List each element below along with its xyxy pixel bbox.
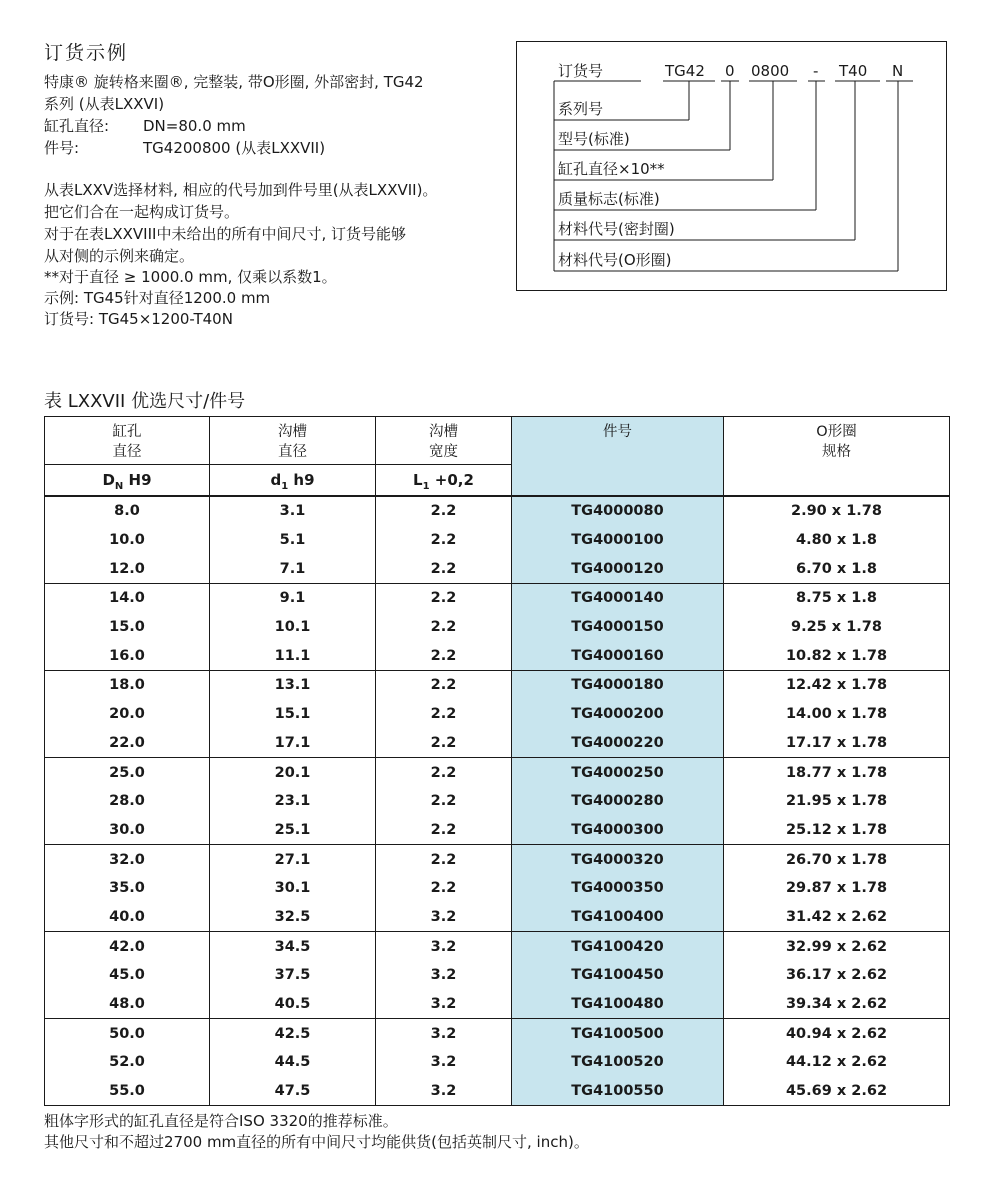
cell-oring-size: 17.17 x 1.78 (724, 729, 950, 758)
cell-groove-width: 2.2 (376, 584, 512, 613)
cell-groove-width: 2.2 (376, 641, 512, 670)
header-part-number: 件号 (512, 417, 724, 497)
order-code-label-type: 型号(标准) (558, 130, 630, 148)
cell-bore: 52.0 (45, 1048, 210, 1077)
cell-groove-diameter: 3.1 (210, 496, 376, 526)
table-row (45, 758, 950, 787)
cell-groove-width: 2.2 (376, 671, 512, 700)
cell-oring-size: 8.75 x 1.8 (724, 584, 950, 613)
cell-bore: 35.0 (45, 874, 210, 903)
cell-bore: 8.0 (45, 496, 210, 526)
cell-bore: 20.0 (45, 700, 210, 729)
cell-part-number: TG4000180 (512, 671, 724, 700)
cell-bore: 30.0 (45, 816, 210, 845)
cell-part-number: TG4000150 (512, 613, 724, 642)
cell-groove-width: 3.2 (376, 1019, 512, 1048)
cell-groove-width: 2.2 (376, 787, 512, 816)
cell-bore: 25.0 (45, 758, 210, 787)
header-oring-size: O形圈 规格 (724, 417, 950, 497)
cell-part-number: TG4000200 (512, 700, 724, 729)
cell-groove-diameter: 20.1 (210, 758, 376, 787)
cell-part-number: TG4100500 (512, 1019, 724, 1048)
cell-oring-size: 21.95 x 1.78 (724, 787, 950, 816)
bore-diameter-label: 缸孔直径: (44, 117, 110, 135)
table-row (45, 816, 950, 845)
cell-part-number: TG4000280 (512, 787, 724, 816)
table-row (45, 903, 950, 932)
part-number-line (44, 138, 325, 158)
cell-groove-diameter: 44.5 (210, 1048, 376, 1077)
order-code-label-oring-material: 材料代号(O形圈) (558, 251, 672, 269)
order-code-label-series: 系列号 (558, 100, 604, 118)
cell-part-number: TG4100400 (512, 903, 724, 932)
cell-groove-width: 2.2 (376, 613, 512, 642)
table-row (45, 613, 950, 642)
cell-bore: 16.0 (45, 641, 210, 670)
cell-bore: 22.0 (45, 729, 210, 758)
cell-groove-diameter: 10.1 (210, 613, 376, 642)
cell-groove-diameter: 32.5 (210, 903, 376, 932)
cell-part-number: TG4000140 (512, 584, 724, 613)
cell-bore: 14.0 (45, 584, 210, 613)
order-code-label-bore: 缸孔直径×10** (558, 160, 665, 178)
part-number-label: 件号: (44, 139, 80, 157)
part-number-value: TG4200800 (从表LXXVII) (143, 139, 326, 157)
cell-groove-diameter: 30.1 (210, 874, 376, 903)
example-para7: 订货号: TG45×1200-T40N (44, 310, 233, 328)
cell-part-number: TG4100450 (512, 961, 724, 990)
table-row (45, 990, 950, 1019)
cell-part-number: TG4000220 (512, 729, 724, 758)
cell-oring-size: 9.25 x 1.78 (724, 613, 950, 642)
cell-groove-width: 3.2 (376, 903, 512, 932)
cell-groove-diameter: 11.1 (210, 641, 376, 670)
cell-oring-size: 39.34 x 2.62 (724, 990, 950, 1019)
table-title: 表 LXXVII 优选尺寸/件号 (44, 391, 246, 412)
cell-groove-diameter: 13.1 (210, 671, 376, 700)
order-code-series: TG42 (665, 62, 705, 80)
table-body (45, 496, 950, 1106)
cell-part-number: TG4100520 (512, 1048, 724, 1077)
cell-bore: 18.0 (45, 671, 210, 700)
cell-groove-diameter: 40.5 (210, 990, 376, 1019)
cell-groove-width: 2.2 (376, 758, 512, 787)
cell-oring-size: 45.69 x 2.62 (724, 1077, 950, 1106)
cell-oring-size: 36.17 x 2.62 (724, 961, 950, 990)
order-code-label-quality: 质量标志(标准) (558, 190, 660, 208)
table-row (45, 961, 950, 990)
cell-groove-width: 3.2 (376, 1077, 512, 1106)
cell-groove-diameter: 25.1 (210, 816, 376, 845)
table-row (45, 874, 950, 903)
cell-bore: 10.0 (45, 526, 210, 555)
order-code-diagram (516, 41, 947, 291)
cell-oring-size: 31.42 x 2.62 (724, 903, 950, 932)
cell-groove-diameter: 5.1 (210, 526, 376, 555)
cell-groove-diameter: 42.5 (210, 1019, 376, 1048)
preferred-sizes-table (44, 416, 950, 1106)
cell-groove-width: 3.2 (376, 961, 512, 990)
cell-bore: 50.0 (45, 1019, 210, 1048)
cell-bore: 32.0 (45, 845, 210, 874)
cell-bore: 48.0 (45, 990, 210, 1019)
cell-oring-size: 40.94 x 2.62 (724, 1019, 950, 1048)
example-para4: 从对侧的示例来确定。 (44, 247, 195, 265)
example-line2: 系列 (从表LXXVI) (44, 95, 165, 113)
cell-groove-diameter: 7.1 (210, 554, 376, 583)
cell-groove-width: 3.2 (376, 932, 512, 961)
table-header-row (45, 417, 950, 465)
header-groove-width-symbol: $L_1 +0,2$ (376, 465, 512, 497)
table-row (45, 584, 950, 613)
cell-groove-width: 2.2 (376, 700, 512, 729)
cell-bore: 40.0 (45, 903, 210, 932)
cell-part-number: TG4100420 (512, 932, 724, 961)
bore-diameter-value: DN=80.0 mm (143, 117, 246, 135)
header-groove-diameter: 沟槽 直径 (210, 417, 376, 465)
cell-oring-size: 26.70 x 1.78 (724, 845, 950, 874)
cell-groove-diameter: 15.1 (210, 700, 376, 729)
table-row (45, 729, 950, 758)
order-code-label-seal-material: 材料代号(密封圈) (558, 220, 675, 238)
header-bore-symbol: $D_N$ H9 (45, 465, 210, 497)
example-para6: 示例: TG45针对直径1200.0 mm (44, 289, 271, 307)
cell-oring-size: 10.82 x 1.78 (724, 641, 950, 670)
cell-groove-diameter: 27.1 (210, 845, 376, 874)
example-title: 订货示例 (44, 42, 129, 64)
table-row (45, 1077, 950, 1106)
cell-part-number: TG4000160 (512, 641, 724, 670)
cell-groove-width: 2.2 (376, 496, 512, 526)
order-code-oring: N (892, 62, 904, 80)
cell-oring-size: 25.12 x 1.78 (724, 816, 950, 845)
cell-groove-width: 2.2 (376, 554, 512, 583)
example-para2: 把它们合在一起构成订货号。 (44, 203, 240, 221)
table-row (45, 700, 950, 729)
cell-part-number: TG4000100 (512, 526, 724, 555)
table-row (45, 1048, 950, 1077)
cell-bore: 45.0 (45, 961, 210, 990)
cell-oring-size: 32.99 x 2.62 (724, 932, 950, 961)
cell-part-number: TG4000250 (512, 758, 724, 787)
example-para3: 对于在表LXXVIII中未给出的所有中间尺寸, 订货号能够 (44, 225, 406, 243)
cell-oring-size: 14.00 x 1.78 (724, 700, 950, 729)
header-groove-width: 沟槽 宽度 (376, 417, 512, 465)
cell-oring-size: 4.80 x 1.8 (724, 526, 950, 555)
cell-part-number: TG4000300 (512, 816, 724, 845)
cell-bore: 28.0 (45, 787, 210, 816)
table-row (45, 787, 950, 816)
order-code-material: T40 (839, 62, 868, 80)
table-row (45, 1019, 950, 1048)
bore-diameter-line (44, 116, 246, 136)
cell-groove-width: 2.2 (376, 845, 512, 874)
cell-groove-width: 3.2 (376, 990, 512, 1019)
order-code-bore: 0800 (751, 62, 790, 80)
cell-groove-width: 2.2 (376, 729, 512, 758)
note-other-sizes: 其他尺寸和不超过2700 mm直径的所有中间尺寸均能供货(包括英制尺寸, inch)。 (44, 1133, 589, 1151)
cell-oring-size: 44.12 x 2.62 (724, 1048, 950, 1077)
cell-part-number: TG4100480 (512, 990, 724, 1019)
table-row (45, 641, 950, 670)
order-code-type: 0 (725, 62, 735, 80)
order-code-label: 订货号 (558, 62, 604, 80)
cell-groove-width: 2.2 (376, 816, 512, 845)
header-groove-diameter-symbol: $d_1$ h9 (210, 465, 376, 497)
table-row (45, 554, 950, 583)
cell-groove-width: 2.2 (376, 874, 512, 903)
cell-oring-size: 18.77 x 1.78 (724, 758, 950, 787)
example-line1: 特康® 旋转格来圈®, 完整装, 带O形圈, 外部密封, TG42 (44, 73, 424, 91)
table-row (45, 496, 950, 526)
example-para1: 从表LXXV选择材料, 相应的代号加到件号里(从表LXXVII)。 (44, 181, 438, 199)
cell-bore: 15.0 (45, 613, 210, 642)
cell-part-number: TG4100550 (512, 1077, 724, 1106)
cell-groove-diameter: 17.1 (210, 729, 376, 758)
table-row (45, 526, 950, 555)
cell-bore: 42.0 (45, 932, 210, 961)
cell-oring-size: 12.42 x 1.78 (724, 671, 950, 700)
cell-part-number: TG4000080 (512, 496, 724, 526)
cell-part-number: TG4000350 (512, 874, 724, 903)
cell-groove-diameter: 9.1 (210, 584, 376, 613)
cell-bore: 55.0 (45, 1077, 210, 1106)
cell-groove-diameter: 23.1 (210, 787, 376, 816)
cell-oring-size: 29.87 x 1.78 (724, 874, 950, 903)
header-bore: 缸孔 直径 (45, 417, 210, 465)
example-para5: **对于直径 ≥ 1000.0 mm, 仅乘以系数1。 (44, 268, 337, 286)
cell-bore: 12.0 (45, 554, 210, 583)
cell-oring-size: 2.90 x 1.78 (724, 496, 950, 526)
cell-part-number: TG4000120 (512, 554, 724, 583)
cell-groove-width: 3.2 (376, 1048, 512, 1077)
cell-groove-width: 2.2 (376, 526, 512, 555)
cell-oring-size: 6.70 x 1.8 (724, 554, 950, 583)
table-row (45, 671, 950, 700)
table-row (45, 845, 950, 874)
cell-groove-diameter: 47.5 (210, 1077, 376, 1106)
cell-part-number: TG4000320 (512, 845, 724, 874)
table-row (45, 932, 950, 961)
note-iso: 粗体字形式的缸孔直径是符合ISO 3320的推荐标准。 (44, 1112, 398, 1130)
order-code-dash: - (813, 62, 819, 80)
cell-groove-diameter: 34.5 (210, 932, 376, 961)
cell-groove-diameter: 37.5 (210, 961, 376, 990)
